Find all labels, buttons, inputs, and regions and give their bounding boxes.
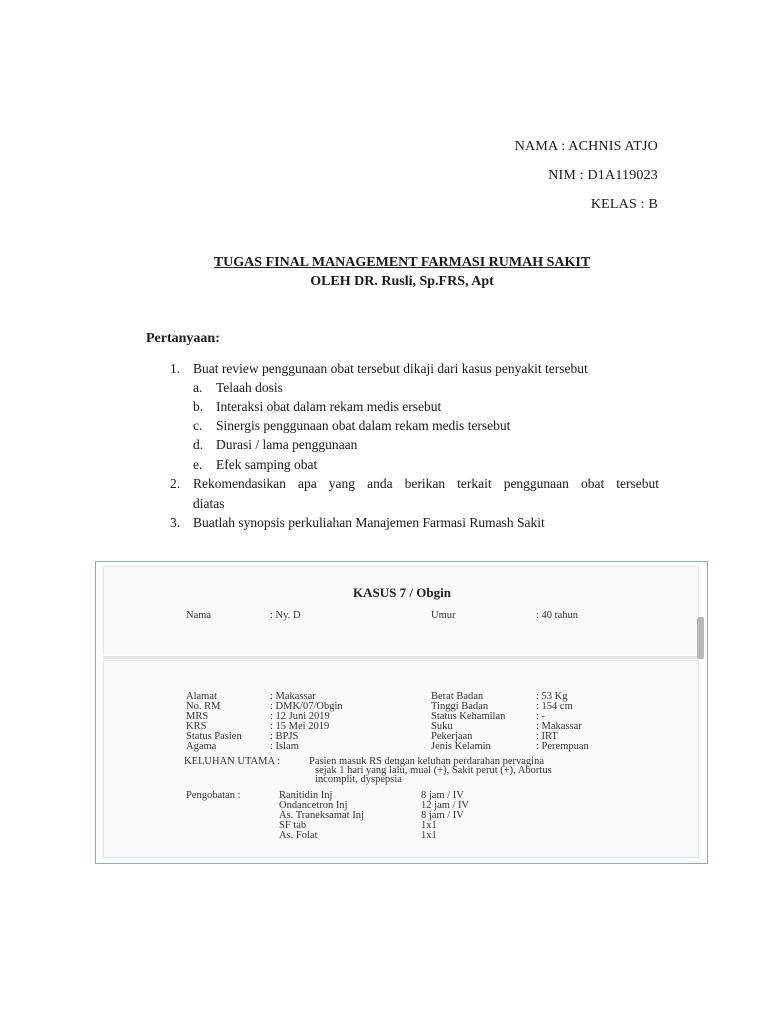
treatment-label: Pengobatan :	[186, 790, 241, 801]
field-value: : Islam	[270, 741, 299, 752]
complaint-label: KELUHAN UTAMA :	[184, 756, 280, 767]
complaint-text: Pasien masuk RS dengan keluhan perdarahan pervagina	[309, 756, 545, 767]
field-label: Suku	[431, 721, 453, 732]
field-value: : DMK/07/Obgin	[270, 701, 343, 712]
drug-name: SF tab	[279, 820, 307, 831]
field-value: : 154 cm	[536, 701, 573, 712]
sub-item-text: Interaksi obat dalam rekam medis ersebut	[216, 399, 442, 414]
sub-item-text: Telaah dosis	[216, 380, 283, 395]
drug-dose: 1x1	[421, 820, 437, 831]
panel-divider	[103, 656, 699, 659]
sub-letter: a.	[193, 380, 203, 395]
field-label: Status Pasien	[186, 731, 242, 742]
field-value: : 40 tahun	[536, 610, 578, 621]
field-value: : 12 Juni 2019	[270, 711, 330, 722]
complaint-text: sejak 1 hari yang lalu, mual (+), Sakit perut (+), Abortus	[315, 765, 552, 776]
question-text: Buat review penggunaan obat tersebut dikaji dari kasus penyakit tersebut	[193, 361, 588, 376]
drug-name: Ondancetron Inj	[279, 800, 348, 811]
field-value: : -	[536, 711, 546, 722]
field-value: : BPJS	[270, 731, 299, 742]
drug-name: Ranitidin Inj	[279, 790, 333, 801]
field-label: Umur	[431, 610, 456, 621]
field-value: : IRT	[536, 731, 558, 742]
field-label: Status Kehamilan	[431, 711, 506, 722]
field-label: Nama	[186, 610, 212, 621]
question-number: 2.	[170, 476, 181, 491]
field-value: : 15 Mei 2019	[270, 721, 330, 732]
drug-dose: 8 jam / IV	[421, 790, 464, 801]
field-value: : Perempuan	[536, 741, 589, 752]
question-text: Rekomendasikan apa yang anda berikan terkait penggunaan obat tersebut	[193, 476, 659, 491]
field-value: : Ny. D	[270, 610, 301, 621]
field-label: Pekerjaan	[431, 731, 473, 742]
sub-letter: b.	[193, 399, 204, 414]
sub-letter: e.	[193, 457, 203, 472]
complaint-text: incomplit, dyspepsia	[315, 774, 402, 785]
question-text: Buatlah synopsis perkuliahan Manajemen Farmasi Rumash Sakit	[193, 515, 545, 530]
question-text-continued: diatas	[193, 496, 225, 511]
student-name: NAMA : ACHNIS ATJO	[514, 139, 658, 154]
sub-item-text: Durasi / lama penggunaan	[216, 437, 358, 452]
drug-dose: 12 jam / IV	[421, 800, 470, 811]
field-label: Agama	[186, 741, 217, 752]
field-label: Berat Badan	[431, 691, 484, 702]
case-title: KASUS 7 / Obgin	[353, 585, 451, 600]
question-number: 1.	[170, 361, 181, 376]
drug-dose: 1x1	[421, 830, 437, 841]
drug-name: As. Folat	[279, 830, 318, 841]
case-screenshot	[95, 561, 708, 864]
case-header-panel	[103, 566, 699, 654]
document-subtitle: OLEH DR. Rusli, Sp.FRS, Apt	[310, 274, 494, 289]
sub-letter: c.	[193, 418, 203, 433]
field-label: Jenis Kelamin	[431, 741, 491, 752]
field-label: No. RM	[186, 701, 221, 712]
field-value: : Makassar	[536, 721, 582, 732]
document-title: TUGAS FINAL MANAGEMENT FARMASI RUMAH SAKIT	[213, 255, 591, 270]
field-label: Alamat	[186, 691, 217, 702]
case-details-panel	[103, 660, 699, 858]
field-value: : Makassar	[270, 691, 316, 702]
field-label: Tinggi Badan	[431, 701, 489, 712]
sub-item-text: Sinergis penggunaan obat dalam rekam medis tersebut	[216, 418, 511, 433]
sub-item-text: Efek samping obat	[216, 457, 318, 472]
field-label: KRS	[186, 721, 207, 732]
scrollbar-thumb[interactable]	[697, 617, 704, 659]
student-class: KELAS : B	[590, 197, 658, 212]
drug-name: As. Traneksamat Inj	[279, 810, 364, 821]
field-value: : 53 Kg	[536, 691, 568, 702]
questions-heading: Pertanyaan:	[146, 331, 220, 346]
sub-letter: d.	[193, 437, 204, 452]
drug-dose: 8 jam / IV	[421, 810, 464, 821]
student-nim: NIM : D1A119023	[548, 168, 658, 183]
question-number: 3.	[170, 515, 181, 530]
field-label: MRS	[186, 711, 209, 722]
